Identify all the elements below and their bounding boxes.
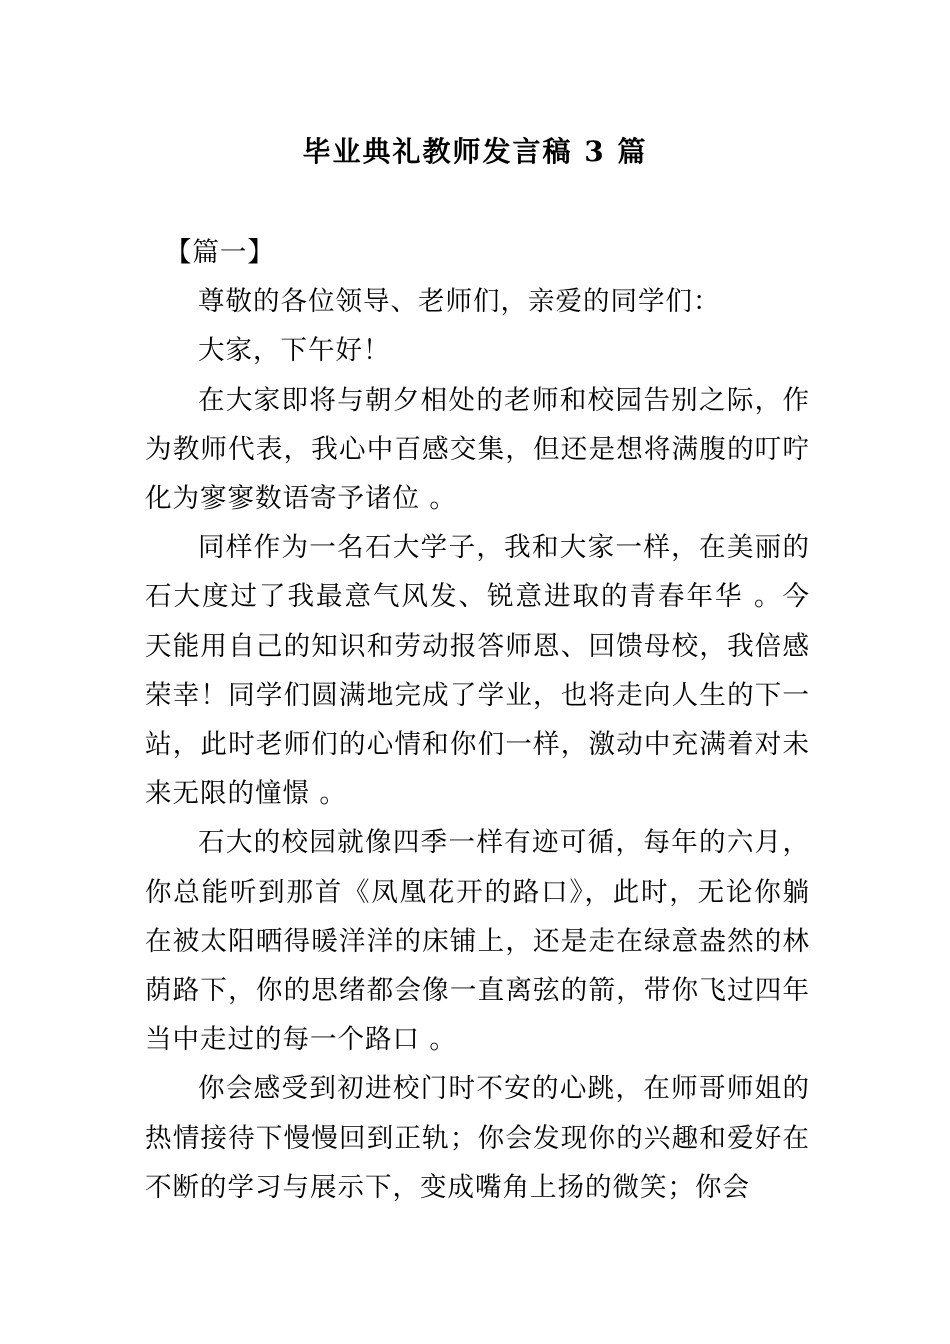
document-title: 毕业典礼教师发言稿 3 篇 bbox=[302, 135, 648, 168]
paragraph-greeting: 大家，下午好！ bbox=[198, 335, 391, 367]
paragraph: 石大的校园就像四季一样有迹可循，每年的六月，你总能听到那首《凤凰花开的路口》，此时，无论你躺在被太阳晒得暖洋洋的床铺上，还是走在绿意盎然的林荫路下，你的思绪都会像一直离弦的箭，带你飞过四年当中走过的每一个路口 。 bbox=[145, 827, 810, 1056]
paragraph: 在大家即将与朝夕相处的老师和校园告别之际，作为教师代表，我心中百感交集，但还是想将满腹的叮咛化为寥寥数语寄予诸位 。 bbox=[145, 384, 810, 515]
paragraph-salutation: 尊敬的各位领导、老师们，亲爱的同学们： bbox=[198, 286, 721, 318]
paragraph: 同样作为一名石大学子，我和大家一样，在美丽的石大度过了我最意气风发、锐意进取的青春年华 。今天能用自己的知识和劳动报答师恩、回馈母校，我倍感荣幸！同学们圆满地完成了学业，也将走向人生的下一站，此时老师们的心情和你们一样，激动中充满着对未来无限的憧憬 。 bbox=[145, 532, 810, 810]
document-body bbox=[145, 228, 810, 1212]
section-heading: 【篇一】 bbox=[164, 237, 275, 268]
paragraph: 你会感受到初进校门时不安的心跳，在师哥师姐的热情接待下慢慢回到正轨；你会发现你的兴趣和爱好在不断的学习与展示下，变成嘴角上扬的微笑；你会 bbox=[145, 1073, 810, 1203]
